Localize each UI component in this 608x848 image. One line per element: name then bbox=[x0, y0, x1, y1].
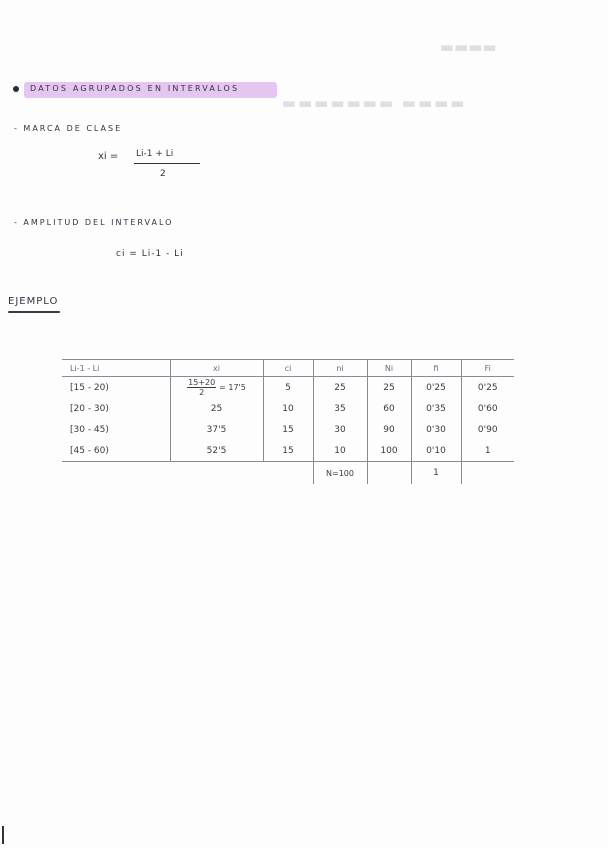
bullet-dot bbox=[13, 86, 19, 92]
cell-ni: 10 bbox=[313, 440, 367, 462]
marca-denominator: 2 bbox=[160, 169, 166, 179]
bleed-through-shadow: ▬▬▬▬ ▬▬▬▬▬▬▬ bbox=[280, 94, 465, 112]
cell-fi: 0'35 bbox=[411, 398, 461, 419]
bleed-through-shadow-top: ▬▬▬▬ bbox=[440, 38, 497, 56]
cell-Fi: 0'60 bbox=[461, 398, 514, 419]
marca-lhs: xi = bbox=[98, 151, 119, 162]
cell-ni: 30 bbox=[313, 419, 367, 440]
frequency-table bbox=[62, 360, 514, 484]
table-header-row bbox=[62, 360, 514, 377]
cell-ci: 10 bbox=[263, 398, 313, 419]
header-Fi: Fi bbox=[461, 360, 514, 377]
cell-ni: 35 bbox=[313, 398, 367, 419]
table-total-row bbox=[62, 462, 514, 485]
cell-Ni: 60 bbox=[367, 398, 411, 419]
total-f: 1 bbox=[411, 462, 461, 485]
cell-ni: 25 bbox=[313, 377, 367, 399]
header-Ni: Ni bbox=[367, 360, 411, 377]
cell-Fi: 0'90 bbox=[461, 419, 514, 440]
table-row bbox=[62, 440, 514, 462]
ejemplo-title: EJEMPLO bbox=[8, 296, 59, 307]
total-n: N=100 bbox=[313, 462, 367, 485]
cell-xi: 37'5 bbox=[170, 419, 263, 440]
xi-fraction-value: = 17'5 bbox=[219, 383, 246, 392]
header-fi: fi bbox=[411, 360, 461, 377]
header-xi: xi bbox=[170, 360, 263, 377]
header-ci: ci bbox=[263, 360, 313, 377]
total-spacer bbox=[62, 462, 170, 485]
cell-interval: [45 - 60) bbox=[62, 440, 170, 462]
marca-fraction-bar bbox=[134, 163, 200, 164]
amplitud-formula: ci = Li-1 - Li bbox=[116, 249, 184, 259]
cell-Ni: 90 bbox=[367, 419, 411, 440]
table-row bbox=[62, 419, 514, 440]
cell-Fi: 0'25 bbox=[461, 377, 514, 399]
cell-fi: 0'25 bbox=[411, 377, 461, 399]
xi-fraction bbox=[187, 378, 216, 397]
cell-Ni: 25 bbox=[367, 377, 411, 399]
total-spacer bbox=[461, 462, 514, 485]
cell-ci: 15 bbox=[263, 419, 313, 440]
cell-interval: [30 - 45) bbox=[70, 424, 109, 435]
cell-xi: 25 bbox=[170, 398, 263, 419]
marca-label: - MARCA DE CLASE bbox=[14, 124, 123, 133]
marca-numerator: Li-1 + Li bbox=[136, 149, 174, 159]
section-heading: DATOS AGRUPADOS EN INTERVALOS bbox=[30, 84, 240, 93]
cell-xi bbox=[170, 377, 263, 399]
cell-Ni: 100 bbox=[367, 440, 411, 462]
cell-Fi: 1 bbox=[461, 440, 514, 462]
amplitud-label: - AMPLITUD DEL INTERVALO bbox=[14, 218, 174, 227]
cell-interval: [15 - 20) bbox=[70, 382, 109, 393]
ejemplo-underline bbox=[8, 311, 60, 313]
xi-fraction-den: 2 bbox=[199, 388, 205, 397]
total-spacer bbox=[263, 462, 313, 485]
table-row bbox=[62, 377, 514, 399]
cell-fi: 0'10 bbox=[411, 440, 461, 462]
total-spacer bbox=[367, 462, 411, 485]
table-row bbox=[62, 398, 514, 419]
header-interval: Li-1 - Li bbox=[62, 360, 170, 377]
cell-fi: 0'30 bbox=[411, 419, 461, 440]
cell-ci: 5 bbox=[263, 377, 313, 399]
header-ni: ni bbox=[313, 360, 367, 377]
total-spacer bbox=[170, 462, 263, 485]
xi-fraction-num: 15+20 bbox=[188, 378, 216, 387]
page-edge-mark bbox=[2, 826, 4, 844]
cell-interval: [20 - 30) bbox=[70, 403, 109, 414]
cell-ci: 15 bbox=[263, 440, 313, 462]
cell-xi: 52'5 bbox=[170, 440, 263, 462]
